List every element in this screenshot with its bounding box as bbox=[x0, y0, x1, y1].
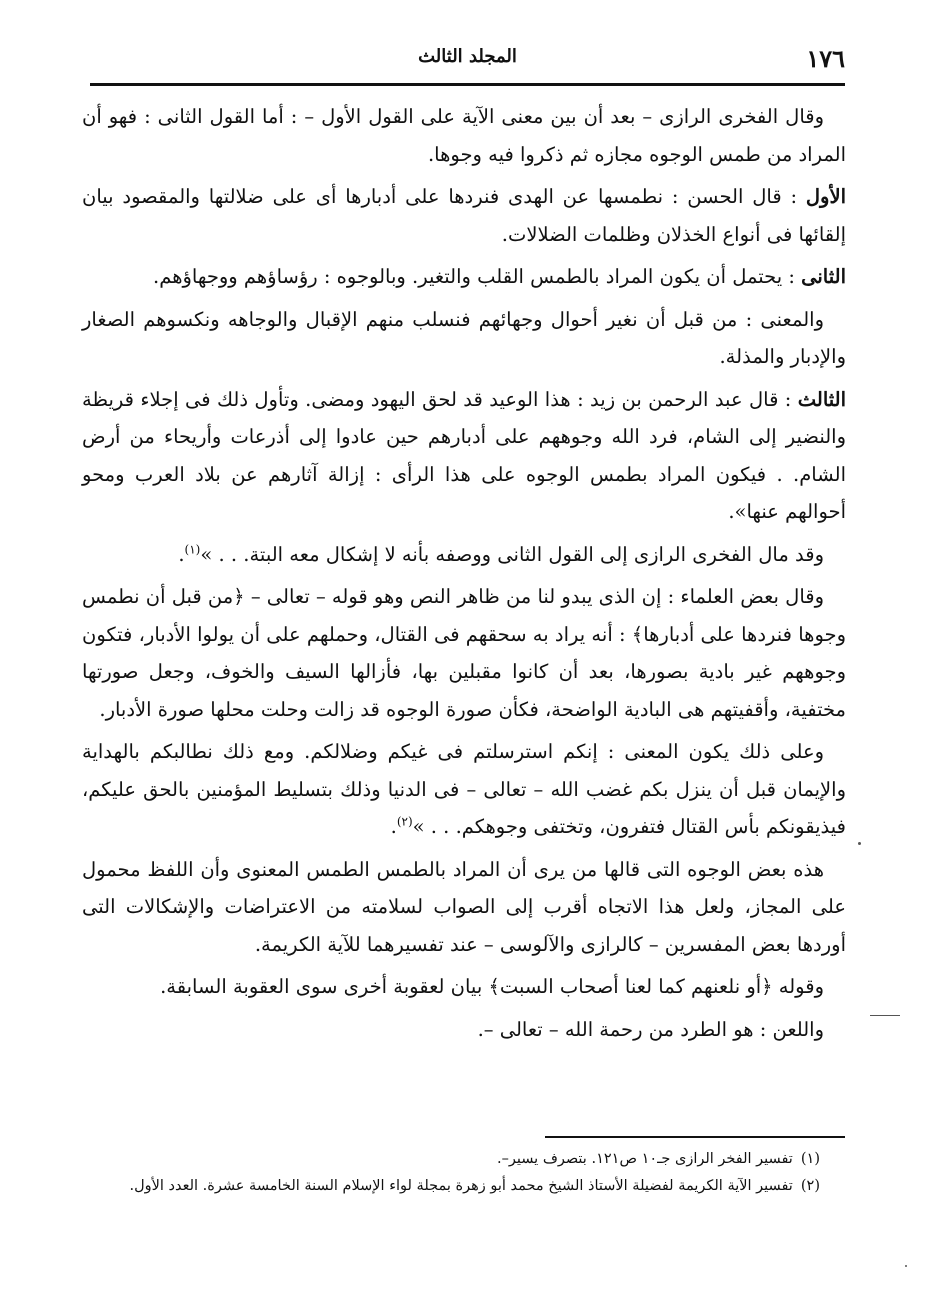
header-rule bbox=[90, 83, 845, 86]
footnotes bbox=[90, 1146, 820, 1200]
paragraph-10: وقوله ﴿أو نلعنهم كما لعنا أصحاب السبت﴾ بيان لعقوبة أخرى سوى العقوبة السابقة. bbox=[160, 975, 824, 998]
paragraph-6-text: وقد مال الفخرى الرازى إلى القول الثانى ووصفه بأنه لا إشكال معه البتة. . . » bbox=[200, 542, 824, 566]
paragraph-8-text: وعلى ذلك يكون المعنى : إنكم استرسلتم فى غيكم وضلالكم. ومع ذلك نطالبكم بالهداية والإيمان قبل أن ينزل بكم غضب الله – تعالى – فى الدنيا وذلك بتسليط المؤمنين بالحق عليكم، فيذيقونكم بأس القتال فتفرون، وتختفى وجوهكم. . . » bbox=[82, 740, 846, 838]
paragraph-5 bbox=[82, 381, 846, 531]
paragraph-5-text: : قال عبد الرحمن بن زيد : هذا الوعيد قد لحق اليهود ومضى. وتأول ذلك فى إجلاء قريظة والنضير إلى الشام، فرد الله وجوههم على أدبارهم حين عادوا إلى أذرعات وأريحاء من أرض الشام. . فيكون المراد بطمس الوجوه على هذا الرأى : إزالة آثارهم عن بلاد العرب ومحو أحوالهم عنها». bbox=[82, 387, 846, 523]
footnote-1-text: تفسير الفخر الرازى جـ١٠ ص١٢١. بتصرف يسير–. bbox=[497, 1151, 793, 1167]
paragraph-8 bbox=[82, 733, 846, 846]
footnote-2-text: تفسير الآية الكريمة لفضيلة الأستاذ الشيخ محمد أبو زهرة بمجلة لواء الإسلام السنة الخامسة عشرة. العدد الأول. bbox=[129, 1178, 793, 1194]
scan-speck bbox=[858, 842, 861, 845]
footnote-2 bbox=[90, 1173, 820, 1200]
paragraph-1: وقال الفخرى الرازى – بعد أن بين معنى الآية على القول الأول – : أما القول الثانى : فهو أن المراد من طمس الوجوه مجازه ثم ذكروا فيه وجوها. bbox=[82, 105, 846, 166]
main-text bbox=[82, 98, 846, 1053]
footnote-rule bbox=[545, 1136, 845, 1138]
paragraph-2-lead: الأول bbox=[805, 185, 846, 208]
paragraph-2 bbox=[82, 178, 846, 253]
page-header bbox=[90, 40, 845, 80]
scan-mark bbox=[870, 1015, 900, 1016]
paragraph-7: وقال بعض العلماء : إن الذى يبدو لنا من ظاهر النص وهو قوله – تعالى – ﴿من قبل أن نطمس وجوها فنردها على أدبارها﴾ : أنه يراد به سحقهم فى القتال، وحملهم على أن يولوا الأدبار، فتكون وجوههم غير بادية بصورها، بعد أن كانوا مقبلين بها، فأزالها السيف والخوف، وجعل صورتها مختفية، وأقفيتهم هى البادية الواضحة، فكأن صورة الوجوه قد زالت وحلت محلها صورة الأدبار. bbox=[82, 585, 846, 721]
footnote-ref-1: (١) bbox=[184, 542, 201, 556]
paragraph-4: والمعنى : من قبل أن نغير أحوال وجهائهم فنسلب منهم الإقبال والوجاهه ونكسوهم الصغار والإدبار والمذلة. bbox=[82, 307, 846, 368]
footnote-1-marker: (١) bbox=[800, 1151, 820, 1167]
paragraph-3-lead: الثانى bbox=[801, 265, 846, 288]
paragraph-6 bbox=[82, 536, 846, 574]
paragraph-2-text: : قال الحسن : نطمسها عن الهدى فنردها على أدبارها أى على ضلالتها والمقصود بيان إلقائها فى أنواع الخذلان وظلمات الضلالات. bbox=[82, 185, 846, 246]
footnote-1 bbox=[90, 1146, 820, 1173]
paragraph-8-end: . bbox=[390, 815, 397, 838]
footnote-ref-2: (٢) bbox=[396, 814, 413, 829]
paragraph-5-lead: الثالث bbox=[797, 387, 847, 411]
paragraph-9: هذه بعض الوجوه التى قالها من يرى أن المراد بالطمس الطمس المعنوى وأن اللفظ محمول على المجاز، ولعل هذا الاتجاه أقرب إلى الصواب لسلامته من الاعتراضات والإشكالات التى أوردها بعض المفسرين – كالرازى والآلوسى – عند تفسيرهما للآية الكريمة. bbox=[82, 857, 846, 956]
paragraph-11: واللعن : هو الطرد من رحمة الله – تعالى –. bbox=[477, 1017, 824, 1041]
scan-speck bbox=[905, 1265, 907, 1267]
paragraph-3 bbox=[82, 258, 846, 296]
volume-title: المجلد الثالث bbox=[418, 46, 517, 67]
footnote-2-marker: (٢) bbox=[800, 1178, 820, 1194]
paragraph-3-text: : يحتمل أن يكون المراد بالطمس القلب والتغير. وبالوجوه : رؤساؤهم ووجهاؤهم. bbox=[153, 265, 795, 288]
paragraph-6-end: . bbox=[178, 542, 185, 566]
page-number: ١٧٦ bbox=[806, 44, 845, 73]
